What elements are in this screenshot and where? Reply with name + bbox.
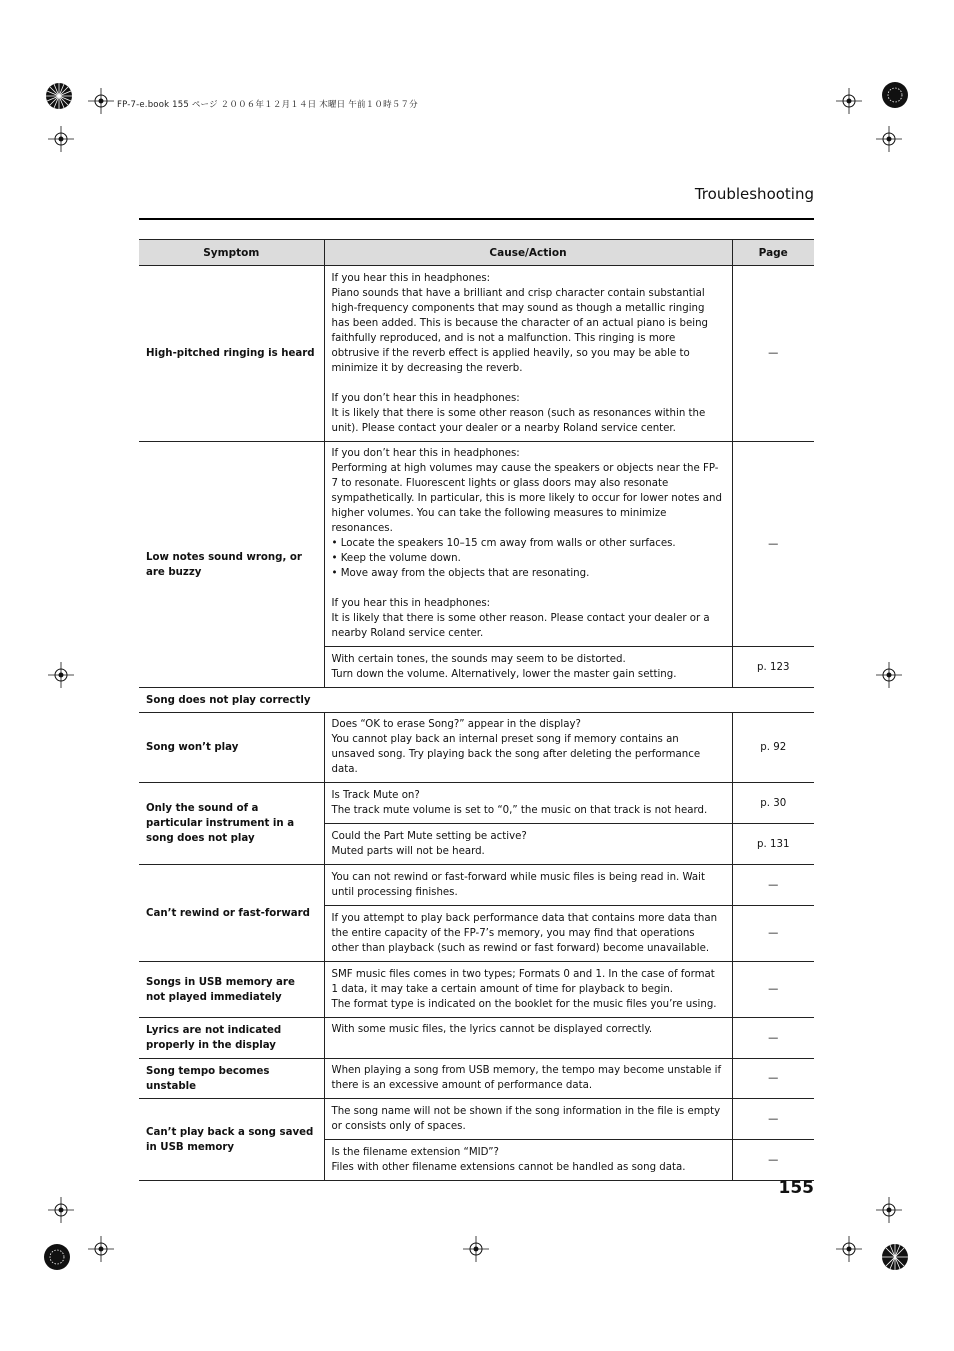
crosshair-mark [48,126,74,152]
header-page: Page [732,240,814,266]
page-ref: p. 123 [732,647,814,688]
page-ref: p. 92 [732,713,814,783]
symptom-cell: Only the sound of a particular instrument in a song does not play [139,783,324,865]
page-ref: — [732,906,814,962]
cause-text: With some music files, the lyrics cannot be displayed correctly. [331,1024,653,1035]
symptom-cell: Lyrics are not indicated properly in the display [139,1018,324,1059]
registration-mark-top-right [874,74,916,116]
cause-cell [324,1099,732,1140]
cause-text: Is the filename extension “MID”? Files with other filename extensions cannot be handled as song data. [331,1146,686,1173]
crosshair-mark [88,1236,114,1262]
crosshair-mark [836,1236,862,1262]
symptom-cell: High-pitched ringing is heard [139,266,324,442]
symptom-cell: Can’t play back a song saved in USB memory [139,1099,324,1181]
cause-cell [324,1018,732,1059]
cause-text: If you don’t hear this in headphones: Performing at high volumes may cause the speakers or objects near the FP-7 to resonate. Fluorescent lights or glass doors may also resonate sympathetically. In particular, this is more likely to occur for lower notes and higher volumes. You can take the following measures to minimize resonances. • Locate the speakers 10–15 cm away from walls or other surfaces. • Keep the volume down. • Move away from the objects that are resonating. If you hear this in headphones: It is likely that there is some other reason. Please contact your dealer or a nearby Roland service center. [331,448,722,639]
table-row [139,442,814,647]
cause-text: Is Track Mute on? The track mute volume is set to “0,” the music on that track is not heard. [331,789,708,816]
symptom-cell: Songs in USB memory are not played immediately [139,962,324,1018]
crosshair-mark [876,126,902,152]
cause-text: If you hear this in headphones: Piano sounds that have a brilliant and crisp character contain substantial high-frequency components that may sound as though a metallic ringing has been added. This is because the character of an actual piano is being faithfully reproduced, and is not a malfunction. This ringing is more obtrusive if the reverb effect is applied heavily, so you may be able to minimize it by decreasing the reverb. If you don’t hear this in headphones: It is likely that there is some other reason (such as resonances within the unit). Please contact your dealer or a nearby Roland service center. [331,272,709,434]
cause-text: With certain tones, the sounds may seem to be distorted. Turn down the volume. Alternatively, lower the master gain setting. [331,653,677,680]
crosshair-mark [836,88,862,114]
crosshair-mark [88,88,114,114]
cause-cell [324,647,732,688]
cause-text: The song name will not be shown if the song information in the file is empty or consists only of spaces. [331,1105,721,1132]
cause-cell [324,713,732,783]
cause-cell [324,783,732,824]
table-row [139,962,814,1018]
table-row [139,1099,814,1140]
cause-text: If you attempt to play back performance data that contains more data than the entire capacity of the FP-7’s memory, you may find that operations other than playback (such as rewind or fast forward) become unavailable. [331,912,718,954]
table-row [139,783,814,824]
table-header-row [139,240,814,266]
table-row [139,1018,814,1059]
cause-cell [324,824,732,865]
table-row [139,865,814,906]
crosshair-mark [48,1197,74,1223]
page-ref: — [732,442,814,647]
cause-text: When playing a song from USB memory, the tempo may become unstable if there is an excessive amount of performance data. [331,1065,722,1091]
cause-text: Does “OK to erase Song?” appear in the display? You cannot play back an internal preset song if memory contains an unsaved song. Try playing back the song after deleting the performance data. [331,719,701,775]
title-rule [139,218,814,220]
symptom-cell: Song won’t play [139,713,324,783]
table-row [139,1059,814,1099]
table-row [139,266,814,442]
troubleshooting-table [139,239,814,1181]
page-ref: — [732,962,814,1018]
header-symptom: Symptom [139,240,324,266]
crosshair-mark [48,662,74,688]
section-title: Troubleshooting [694,185,814,203]
symptom-cell: Low notes sound wrong, or are buzzy [139,442,324,688]
page-ref: — [732,865,814,906]
cause-text: You can not rewind or fast-forward while music files is being read in. Wait until processing finishes. [331,871,705,898]
crosshair-mark [463,1236,489,1262]
crosshair-mark [876,662,902,688]
table-row [139,713,814,783]
symptom-cell: Can’t rewind or fast-forward [139,865,324,962]
registration-mark-bottom-left [36,1236,78,1278]
cause-cell [324,1140,732,1181]
cause-cell [324,442,732,647]
registration-mark-bottom-right [874,1236,916,1278]
registration-mark-top-left [38,75,80,117]
page-ref: — [732,266,814,442]
page-ref: p. 30 [732,783,814,824]
page-ref: — [732,1099,814,1140]
cause-cell [324,906,732,962]
header-cause: Cause/Action [324,240,732,266]
section-row [139,688,814,713]
print-meta-line: FP-7-e.book 155 ページ ２００６年１２月１４日 木曜日 午前１０時５７分 [117,100,418,110]
cause-text: SMF music files comes in two types; Formats 0 and 1. In the case of format 1 data, it may take a certain amount of time for playback to begin. The format type is indicated on the booklet for the music files you’re using. [331,968,717,1010]
page-ref: — [732,1018,814,1059]
page-ref: — [732,1059,814,1099]
section-label: Song does not play correctly [139,688,814,713]
page-ref: — [732,1140,814,1181]
page-ref: p. 131 [732,824,814,865]
cause-cell [324,1059,732,1099]
cause-cell [324,266,732,442]
cause-cell [324,865,732,906]
symptom-cell: Song tempo becomes unstable [139,1059,324,1099]
crosshair-mark [876,1197,902,1223]
cause-text: Could the Part Mute setting be active? Muted parts will not be heard. [331,830,527,857]
cause-cell [324,962,732,1018]
page-number: 155 [778,1178,814,1198]
